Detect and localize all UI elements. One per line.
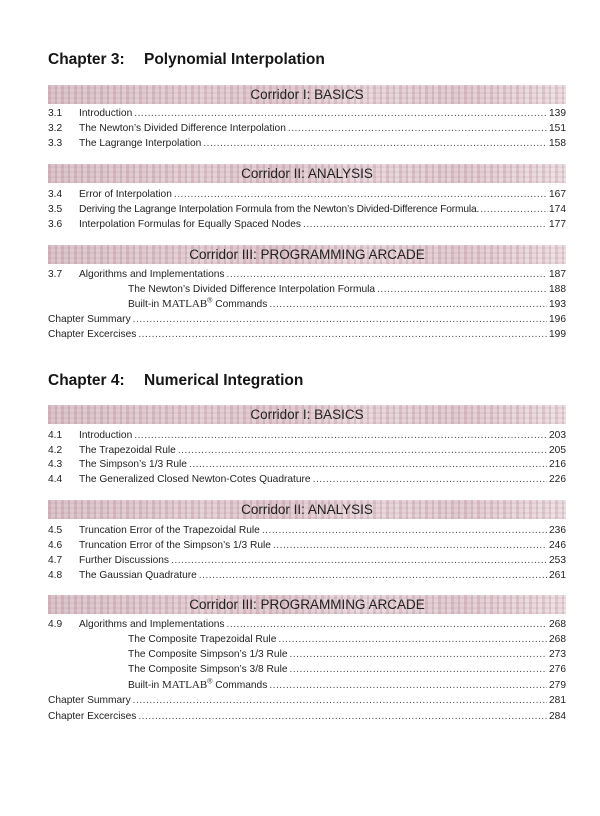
corridor-banner-basics <box>48 85 566 104</box>
page-number: 236 <box>549 525 566 536</box>
page-number: 279 <box>549 680 566 691</box>
page-number: 199 <box>549 329 566 340</box>
section-title: The Generalized Closed Newton-Cotes Quadrature <box>79 474 311 485</box>
title-suffix: Commands <box>212 299 268 310</box>
page-number: 187 <box>549 269 566 280</box>
section-number: 3.3 <box>48 138 63 149</box>
section-number: 3.6 <box>48 219 63 230</box>
toc-entry[interactable] <box>48 553 566 568</box>
corridor-banner-basics <box>48 405 566 424</box>
leader-dots <box>134 106 547 121</box>
leader-dots <box>133 693 547 708</box>
leader-dots <box>227 617 547 632</box>
subsection-title: The Composite Trapezoidal Rule <box>128 634 277 645</box>
chapter-4-title <box>48 372 303 390</box>
page-number: 174 <box>549 204 566 215</box>
chapter-3-title <box>48 51 325 69</box>
leader-dots <box>313 472 547 487</box>
section-title: Deriving the Lagrange Interpolation Formula from the Newton’s Divided-Difference Formula. <box>79 204 480 215</box>
corridor-label: Corridor I: BASICS <box>250 407 364 422</box>
subsection-title: The Composite Simpson’s 1/3 Rule <box>128 649 288 660</box>
section-number: 4.8 <box>48 570 63 581</box>
corridor-label: Corridor II: ANALYSIS <box>241 502 373 517</box>
leader-dots <box>174 187 547 202</box>
leader-dots <box>227 267 547 282</box>
leader-dots <box>273 538 547 553</box>
corridor-banner-programming-arcade <box>48 595 566 614</box>
section-number: 4.4 <box>48 474 63 485</box>
matlab-wordmark: MATLAB <box>161 298 208 310</box>
leader-dots <box>377 282 547 297</box>
leader-dots <box>278 632 547 647</box>
section-title: The Simpson’s 1/3 Rule <box>79 459 187 470</box>
page-number: 216 <box>549 459 566 470</box>
page-number: 205 <box>549 445 566 456</box>
section-title: Chapter Excercises <box>48 711 137 722</box>
section-number: 4.7 <box>48 555 63 566</box>
section-title: Chapter Summary <box>48 314 131 325</box>
leader-dots <box>303 217 547 232</box>
leader-dots <box>290 647 548 662</box>
section-number: 4.9 <box>48 619 63 630</box>
leader-dots <box>138 709 547 724</box>
section-title: Chapter Excercises <box>48 329 137 340</box>
leader-dots <box>262 523 547 538</box>
leader-dots <box>133 312 547 327</box>
title-prefix: Built-in <box>128 299 162 310</box>
section-number: 3.7 <box>48 269 63 280</box>
toc-entry[interactable] <box>48 538 566 553</box>
registered-mark: ® <box>207 678 213 686</box>
toc-subentry[interactable] <box>48 678 566 693</box>
chapter-name: Polynomial Interpolation <box>144 51 325 68</box>
toc-subentry[interactable] <box>48 647 566 662</box>
toc-entry[interactable] <box>48 457 566 472</box>
section-title: Chapter Summary <box>48 695 131 706</box>
leader-dots <box>269 678 547 693</box>
leader-dots <box>269 297 547 312</box>
section-title: Truncation Error of the Simpson’s 1/3 Rule <box>79 540 271 551</box>
leader-dots <box>480 202 548 217</box>
page-number: 246 <box>549 540 566 551</box>
page-number: 193 <box>549 299 566 310</box>
page-number: 226 <box>549 474 566 485</box>
corridor-banner-analysis <box>48 500 566 519</box>
section-title: The Gaussian Quadrature <box>79 570 197 581</box>
section-title: Truncation Error of the Trapezoidal Rule <box>79 525 260 536</box>
subsection-title <box>79 297 267 312</box>
leader-dots <box>199 568 547 583</box>
corridor-label: Corridor II: ANALYSIS <box>241 166 373 181</box>
page-number: 151 <box>549 123 566 134</box>
subsection-title <box>79 678 267 693</box>
page-number: 196 <box>549 314 566 325</box>
toc-entry[interactable] <box>48 568 566 583</box>
subsection-title: The Newton’s Divided Difference Interpolation Formula <box>128 284 376 295</box>
page-number: 268 <box>549 634 566 645</box>
leader-dots <box>288 121 547 136</box>
corridor-banner-programming-arcade <box>48 245 566 264</box>
matlab-wordmark: MATLAB <box>161 679 208 691</box>
toc-entry[interactable] <box>48 443 566 458</box>
chapter-number: Chapter 3: <box>48 51 125 68</box>
section-number: 3.5 <box>48 204 63 215</box>
section-number: 4.1 <box>48 430 63 441</box>
toc-entry[interactable] <box>48 136 566 151</box>
section-number: 4.3 <box>48 459 63 470</box>
section-number: 4.6 <box>48 540 63 551</box>
page-number: 167 <box>549 189 566 200</box>
page-number: 158 <box>549 138 566 149</box>
section-title: Introduction <box>79 108 133 119</box>
section-title: Introduction <box>79 430 133 441</box>
corridor-label: Corridor III: PROGRAMMING ARCADE <box>189 247 425 262</box>
section-title: Algorithms and Implementations <box>79 269 225 280</box>
page-number: 261 <box>549 570 566 581</box>
toc-subentry[interactable] <box>48 632 566 647</box>
section-title: The Newton’s Divided Difference Interpolation <box>79 123 286 134</box>
toc-entry-chapter-exercises[interactable] <box>48 709 566 724</box>
page-number: 203 <box>549 430 566 441</box>
toc-entry[interactable] <box>48 106 566 121</box>
leader-dots <box>189 457 547 472</box>
page-number: 268 <box>549 619 566 630</box>
page-number: 253 <box>549 555 566 566</box>
toc-entry[interactable] <box>48 267 566 282</box>
page-number: 284 <box>549 711 566 722</box>
toc-entry[interactable] <box>48 187 566 202</box>
page-number: 281 <box>549 695 566 706</box>
chapter-number: Chapter 4: <box>48 372 125 389</box>
section-number: 3.1 <box>48 108 63 119</box>
section-title: Interpolation Formulas for Equally Spaced Nodes <box>79 219 301 230</box>
chapter-name: Numerical Integration <box>144 372 304 389</box>
toc-subentry[interactable] <box>48 662 566 677</box>
section-number: 3.4 <box>48 189 63 200</box>
section-title: The Trapezoidal Rule <box>79 445 176 456</box>
section-title: The Lagrange Interpolation <box>79 138 202 149</box>
toc-entry[interactable] <box>48 217 566 232</box>
section-number: 3.2 <box>48 123 63 134</box>
section-title: Error of Interpolation <box>79 189 172 200</box>
leader-dots <box>178 443 547 458</box>
toc-entry-chapter-summary[interactable] <box>48 693 566 708</box>
page-number: 273 <box>549 649 566 660</box>
corridor-label: Corridor III: PROGRAMMING ARCADE <box>189 597 425 612</box>
toc-subentry[interactable] <box>48 297 566 312</box>
leader-dots <box>138 327 547 342</box>
page-number: 188 <box>549 284 566 295</box>
toc-entry[interactable] <box>48 523 566 538</box>
leader-dots <box>171 553 547 568</box>
section-number: 4.2 <box>48 445 63 456</box>
section-title: Algorithms and Implementations <box>79 619 225 630</box>
registered-mark: ® <box>207 297 213 305</box>
toc-entry[interactable] <box>48 121 566 136</box>
toc-subentry[interactable] <box>48 282 566 297</box>
leader-dots <box>290 662 548 677</box>
page-number: 276 <box>549 664 566 675</box>
title-suffix: Commands <box>212 680 268 691</box>
toc-entry-chapter-summary[interactable] <box>48 312 566 327</box>
title-prefix: Built-in <box>128 680 162 691</box>
toc-entry[interactable] <box>48 202 566 217</box>
section-number: 4.5 <box>48 525 63 536</box>
toc-entry[interactable] <box>48 472 566 487</box>
toc-entry[interactable] <box>48 617 566 632</box>
corridor-label: Corridor I: BASICS <box>250 87 364 102</box>
toc-entry[interactable] <box>48 428 566 443</box>
section-title: Further Discussions <box>79 555 170 566</box>
subsection-title: The Composite Simpson’s 3/8 Rule <box>128 664 288 675</box>
leader-dots <box>134 428 547 443</box>
page-number: 177 <box>549 219 566 230</box>
page-number: 139 <box>549 108 566 119</box>
corridor-banner-analysis <box>48 164 566 183</box>
leader-dots <box>203 136 547 151</box>
toc-entry-chapter-exercises[interactable] <box>48 327 566 342</box>
